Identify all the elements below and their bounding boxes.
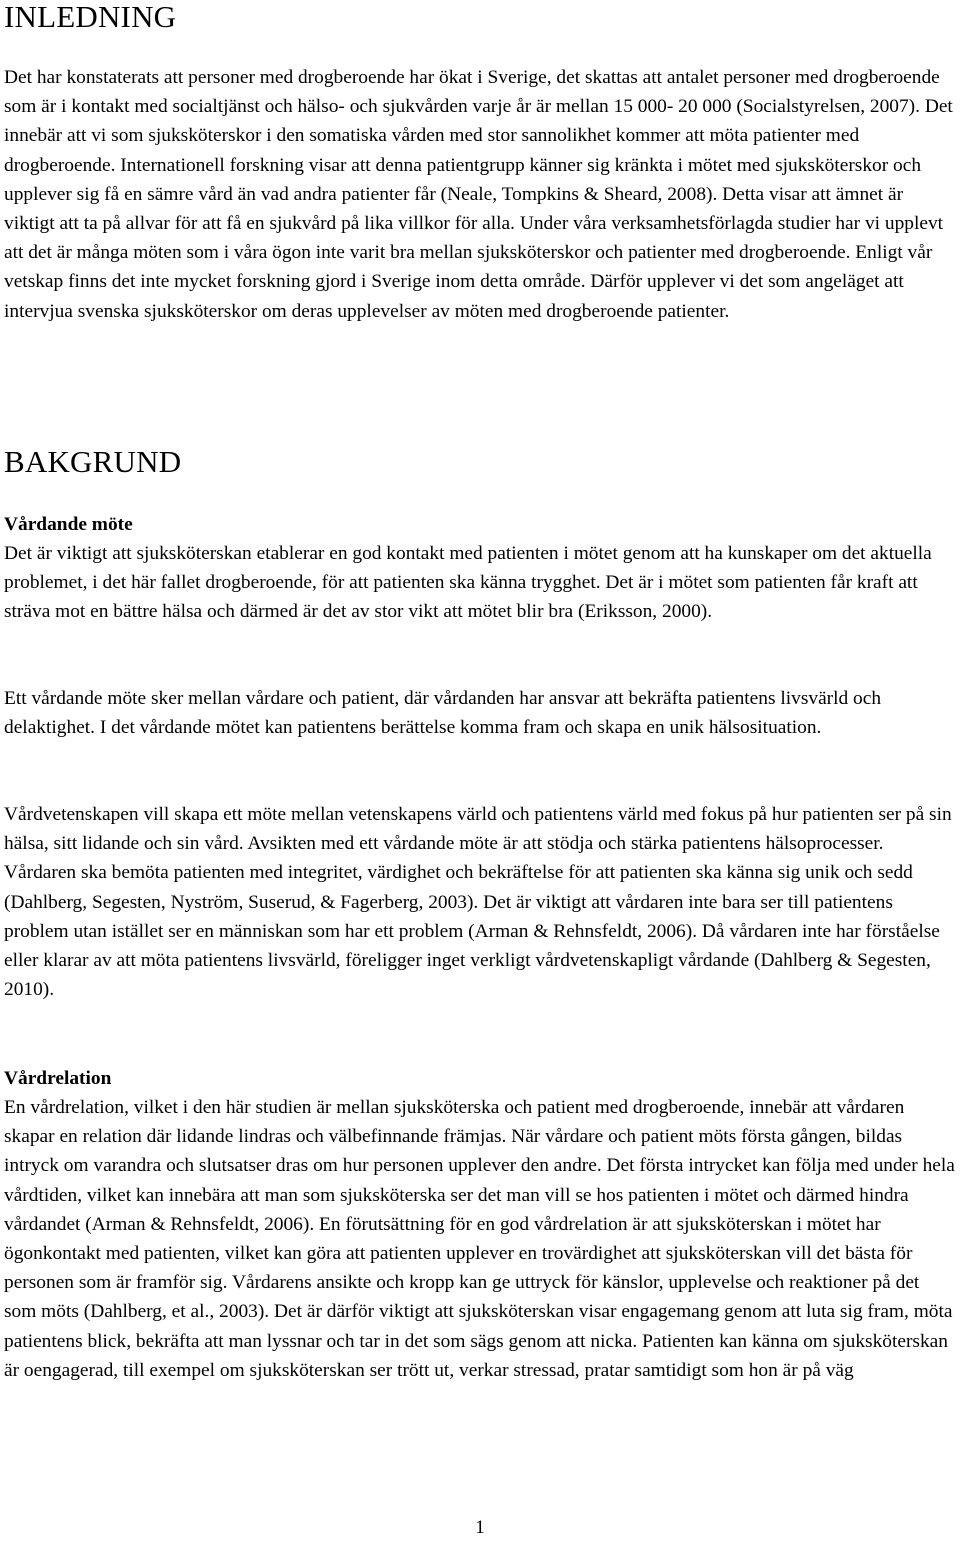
vardande-mote-paragraph-1: Det är viktigt att sjuksköterskan etablerar en god kontakt med patienten i mötet genom att ha kunskaper om det aktuella problemet, i det här fallet drogberoende, för att patienten ska känna trygghet. Det är i mötet som patienten får kraft att sträva mot en bättre hälsa och därmed är det av stor vikt att mötet blir bra (Eriksson, 2000). [4, 543, 932, 623]
vardande-mote-paragraph-2: Ett vårdande möte sker mellan vårdare och patient, där vårdanden har ansvar att bekräfta patientens livsvärld och delaktighet. I det vårdande mötet kan patientens berättelse komma fram och skapa en unik hälsosituation. [4, 688, 882, 739]
intro-paragraph: Det har konstaterats att personer med drogberoende har ökat i Sverige, det skattas att antalet personer med drogberoende som är i kontakt med socialtjänst och hälso- och sjukvården varje år är mellan 15 000- 20 000 (Socialstyrelsen, 2007). Det innebär att vi som sjuksköterskor i den somatiska vården med stor sannolikhet kommer att möta patienter med drogberoende. Internationell forskning visar att denna patientgrupp känner sig kränkta i mötet med sjuksköterskor och upplever sig få en sämre vård än vad andra patienter får (Neale, Tompkins & Sheard, 2008). Detta visar att ämnet är viktigt att ta på allvar för att få en sjukvård på lika villkor för alla. Under våra verksamhetsförlagda studier har vi upplevt att det är många möten som i våra ögon inte varit bra mellan sjuksköterskor och patienter med drogberoende. Enligt vår vetskap finns det inte mycket forskning gjord i Sverige inom detta område. Därför upplever vi det som angeläget att intervjua svenska sjuksköterskor om deras upplevelser av möten med drogberoende patienter. [4, 67, 953, 322]
subheading-vardande-mote: Vårdande möte [4, 514, 133, 535]
vardrelation-paragraph: En vårdrelation, vilket i den här studien är mellan sjuksköterska och patient med drogberoende, innebär att vårdaren skapar en relation där lidande lindras och välbefinnande främjas. När vårdare och patient möts första gången, bildas intryck om varandra och slutsatser dras om hur personen upplever den andre. Det första intrycket kan följa med under hela vårdtiden, vilket kan innebära att man som sjuksköterska ser det man vill se hos patienten i mötet och därmed hindra vårdandet (Arman & Rehnsfeldt, 2006). En förutsättning för en god vårdrelation är att sjuksköterskan i mötet har ögonkontakt med patienten, vilket kan göra att patienten upplever en trovärdighet att sjuksköterskan vill det bästa för personen som är framför sig. Vårdarens ansikte och kropp kan ge uttryck för känslor, upplevelse och reaktioner på det som möts (Dahlberg, et al., 2003). Det är därför viktigt att sjuksköterskan visar engagemang genom att luta sig fram, möta patientens blick, bekräfta att man lyssnar och tar in det som sägs genom att nicka. Patienten kan känna om sjuksköterskan är oengagerad, till exempel om sjuksköterskan ser trött ut, verkar stressad, pratar samtidigt som hon är på väg [4, 1097, 955, 1381]
subheading-vardrelation: Vårdrelation [4, 1068, 112, 1089]
vardande-mote-paragraph-3: Vårdvetenskapen vill skapa ett möte mellan vetenskapens värld och patientens värld med fokus på hur patienten ser på sin hälsa, sitt lidande och sin vård. Avsikten med ett vårdande möte är att stödja och stärka patientens hälsoprocesser. Vårdaren ska bemöta patienten med integritet, värdighet och bekräftelse för att patienten ska känna sig unik och sedd (Dahlberg, Segesten, Nyström, Suserud, & Fagerberg, 2003). Det är viktigt att vårdaren inte bara ser till patientens problem utan istället ser en människan som har ett problem (Arman & Rehnsfeldt, 2006). Då vårdaren inte har förståelse eller klarar av att möta patientens livsvärld, föreligger inget verkligt vårdvetenskapligt vårdande (Dahlberg & Segesten, 2010). [4, 804, 952, 1001]
page-number: 1 [475, 1517, 485, 1538]
heading-inledning: INLEDNING [4, 0, 177, 34]
heading-bakgrund: BAKGRUND [4, 444, 182, 479]
